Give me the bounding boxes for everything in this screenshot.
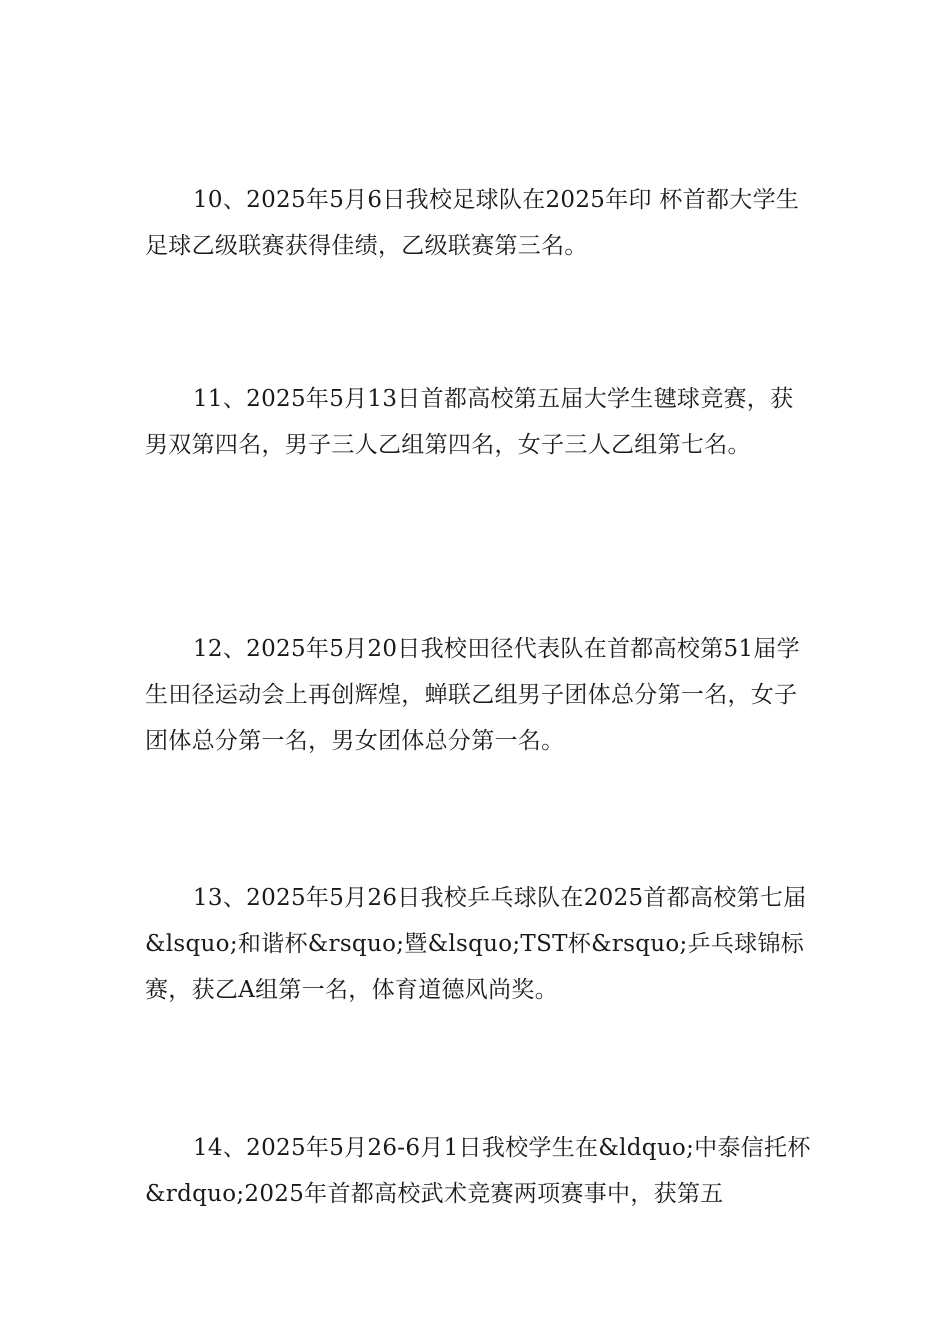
paragraph-item-11: 11、2025年5月13日首都高校第五届大学生毽球竞赛，获男双第四名，男子三人乙组第四名，女子三人乙组第七名。 [145,386,794,458]
paragraph-item-12: 12、2025年5月20日我校田径代表队在首都高校第51届学生田径运动会上再创辉煌，蝉联乙组男子团体总分第一名，女子团体总分第一名，男女团体总分第一名。 [145,636,800,754]
paragraph-item-10: 10、2025年5月6日我校足球队在2025年印 杯首都大学生足球乙级联赛获得佳绩，乙级联赛第三名。 [145,187,800,259]
paragraph-item-13: 13、2025年5月26日我校乒乓球队在2025首都高校第七届&lsquo;和谐杯&rsquo;暨&lsquo;TST杯&rsquo;乒乓球锦标赛，获乙A组第一名，体育道德风尚奖。 [145,885,807,1003]
paragraph-item-14: 14、2025年5月26-6月1日我校学生在&ldquo;中泰信托杯&rdquo;2025年首都高校武术竞赛两项赛事中，获第五 [145,1135,811,1207]
